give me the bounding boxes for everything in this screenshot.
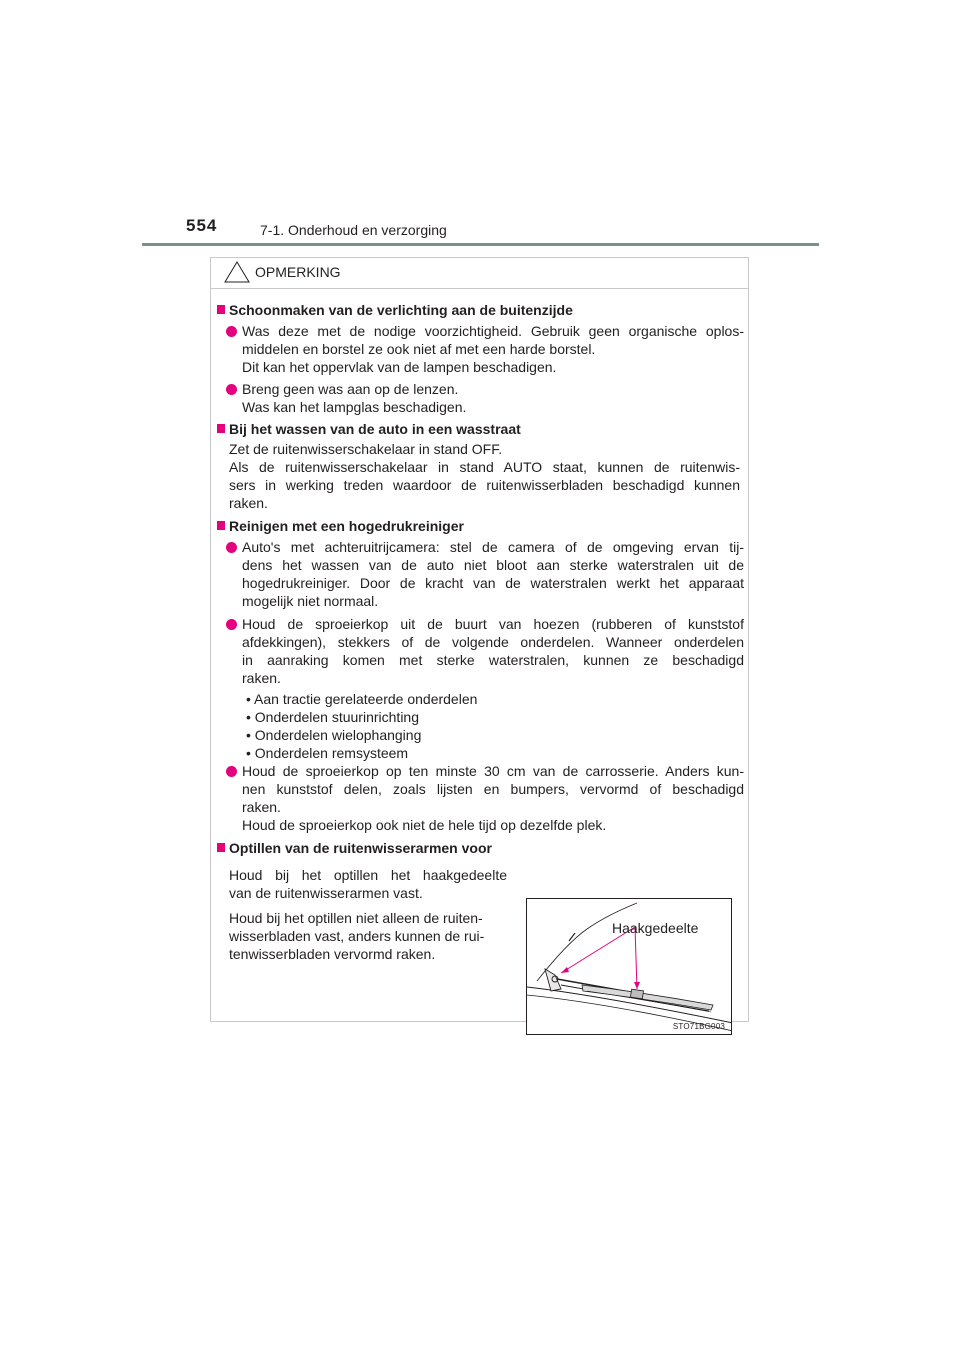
section-marker	[217, 424, 225, 433]
notice-box	[210, 257, 749, 1031]
page-number: 554	[186, 216, 218, 235]
text-line: mogelijk niet normaal.	[242, 593, 379, 609]
text-line: tenwisserbladen vervormd raken.	[229, 946, 436, 962]
text-line: wisserbladen vast, anders kunnen de rui-	[229, 928, 485, 944]
text-line: sers in werking treden waardoor de ruitenwisserbladen beschadigd kunnen	[229, 477, 740, 493]
text-line: hogedrukreiniger. Door de kracht van de waterstralen werkt het apparaat	[242, 575, 744, 591]
list-item: • Aan tractie gerelateerde onderdelen	[246, 691, 478, 707]
text-line: Houd de sproeierkop ook niet de hele tijd op dezelfde plek.	[242, 817, 607, 833]
list-item: • Onderdelen remsysteem	[246, 745, 409, 761]
section-heading: Schoonmaken van de verlichting aan de buitenzijde	[229, 302, 573, 318]
bullet-dot	[226, 619, 237, 630]
text-line: Houd bij het optillen niet alleen de ruiten-	[229, 910, 483, 926]
section-marker	[217, 843, 225, 852]
list-item: • Onderdelen wielophanging	[246, 727, 422, 743]
notice-header	[211, 258, 748, 289]
bullet-dot	[226, 542, 237, 553]
section-marker	[217, 305, 225, 314]
text-line: dens het wassen van de auto niet bloot aan sterke waterstralen uit de	[242, 557, 744, 573]
warning-triangle-icon	[224, 261, 250, 283]
list-item: • Onderdelen stuurinrichting	[246, 709, 419, 725]
wiper-figure	[526, 898, 732, 1035]
figure-label: Haakgedeelte	[612, 920, 699, 936]
text-line: Breng geen was aan op de lenzen.	[242, 381, 459, 397]
text-line: Houd de sproeierkop op ten minste 30 cm van de carrosserie. Anders kun-	[242, 763, 744, 779]
text-line: Was deze met de nodige voorzichtigheid. Gebruik geen organische oplos-	[242, 323, 744, 339]
text-line: Houd bij het optillen het haakgedeelte	[229, 867, 507, 883]
text-line: Was kan het lampglas beschadigen.	[242, 399, 467, 415]
section-heading: Reinigen met een hogedrukreiniger	[229, 518, 464, 534]
text-line: Dit kan het oppervlak van de lampen beschadigen.	[242, 359, 557, 375]
text-line: raken.	[242, 670, 281, 686]
section-heading: Optillen van de ruitenwisserarmen voor	[229, 840, 492, 856]
text-line: middelen en borstel ze ook niet af met een harde borstel.	[242, 341, 596, 357]
text-line: Houd de sproeierkop uit de buurt van hoezen (rubberen of kunststof	[242, 616, 744, 632]
text-line: Zet de ruitenwisserschakelaar in stand OFF.	[229, 441, 503, 457]
figure-code: STO71BG003	[672, 1022, 725, 1031]
text-line: Auto's met achteruitrijcamera: stel de camera of de omgeving ervan tij-	[242, 539, 744, 555]
bullet-dot	[226, 326, 237, 337]
header-rule	[142, 243, 819, 246]
text-line: nen kunststof delen, zoals lijsten en bumpers, vervormd of beschadigd	[242, 781, 744, 797]
section-marker	[217, 521, 225, 530]
bullet-dot	[226, 384, 237, 395]
section-title: 7-1. Onderhoud en verzorging	[260, 222, 447, 238]
bullet-dot	[226, 766, 237, 777]
text-line: raken.	[229, 495, 268, 511]
text-line: in aanraking komen met sterke waterstralen, kunnen ze beschadigd	[242, 652, 744, 668]
text-line: raken.	[242, 799, 281, 815]
notice-label: OPMERKING	[255, 264, 341, 280]
text-line: afdekkingen), stekkers of de volgende onderdelen. Wanneer onderdelen	[242, 634, 744, 650]
section-heading: Bij het wassen van de auto in een wasstraat	[229, 421, 521, 437]
text-line: Als de ruitenwisserschakelaar in stand AUTO staat, kunnen de ruitenwis-	[229, 459, 740, 475]
text-line: van de ruitenwisserarmen vast.	[229, 885, 423, 901]
